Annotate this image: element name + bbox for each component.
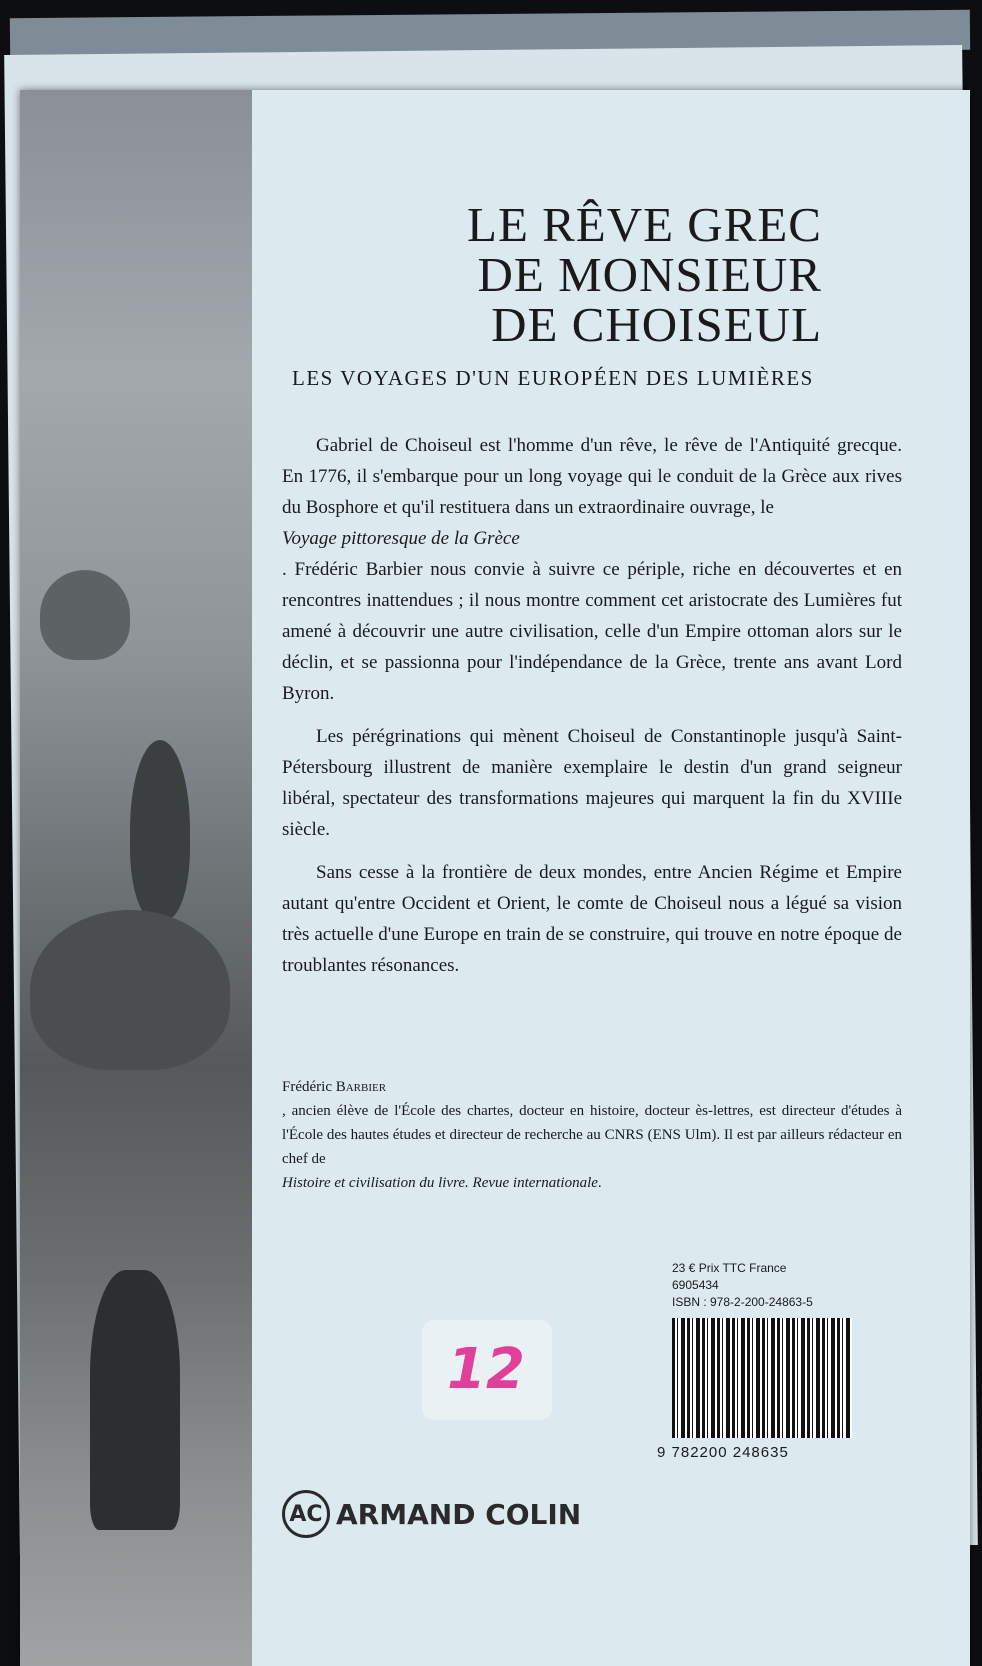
blurb-text: Gabriel de Choiseul est l'homme d'un rêve, le rêve de l'Antiquité grecque. En 1776, il s'embarque pour un long voyage qui le conduit de la Grèce aux rives du Bosphore et qu'il restituera dans un extraordinaire ouvrage, le bbox=[282, 435, 902, 518]
price-block bbox=[672, 1260, 813, 1311]
handwritten-sticker bbox=[422, 1320, 552, 1420]
traveler-figure bbox=[90, 1270, 180, 1530]
hillside bbox=[30, 910, 230, 1070]
book-title bbox=[362, 197, 822, 352]
bio-text-end: . bbox=[597, 1175, 602, 1191]
work-title: Voyage pittoresque de la Grèce bbox=[282, 528, 520, 549]
barcode bbox=[672, 1318, 852, 1438]
publisher-name: ARMAND COLIN bbox=[336, 1497, 582, 1531]
book-subtitle: LES VOYAGES D'UN EUROPÉEN DES LUMIÈRES bbox=[292, 366, 814, 390]
cover-illustration bbox=[20, 90, 252, 1666]
price: 23 € Prix TTC France bbox=[672, 1261, 787, 1275]
blurb-paragraph bbox=[282, 430, 902, 709]
author-first-name: Frédéric bbox=[282, 1079, 336, 1095]
tree-foliage bbox=[40, 570, 130, 660]
journal-title: Histoire et civilisation du livre. Revue internationale bbox=[282, 1175, 598, 1191]
blurb bbox=[282, 430, 902, 993]
bio-journal-line bbox=[282, 1171, 902, 1195]
title-line: DE CHOISEUL bbox=[491, 297, 822, 352]
author-bio bbox=[282, 1075, 902, 1195]
publisher-logo bbox=[282, 1490, 581, 1538]
author-surname: Barbier bbox=[335, 1079, 387, 1095]
title-line: LE RÊVE GREC bbox=[467, 197, 822, 252]
bio-text: , ancien élève de l'École des chartes, docteur en histoire, docteur ès-lettres, est directeur d'études à l'École des hautes études et directeur de recherche au CNRS (ENS Ulm). Il est par ailleurs rédacteur en chef de bbox=[282, 1103, 902, 1167]
barcode-number: 9 782200 248635 bbox=[657, 1444, 789, 1461]
book-back-cover bbox=[20, 90, 970, 1666]
blurb-text: . Frédéric Barbier nous convie à suivre ce périple, riche en découvertes et en rencontres inattendues ; il nous montre comment cet aristocrate des Lumières fut amené à découvrir une autre civilisation, celle d'un Empire ottoman alors sur le déclin, et se passionna pour l'indépendance de la Grèce, trente ans avant Lord Byron. bbox=[282, 559, 902, 704]
isbn: ISBN : 978-2-200-24863-5 bbox=[672, 1295, 813, 1309]
blurb-paragraph: Les pérégrinations qui mènent Choiseul de Constantinople jusqu'à Saint-Pétersbourg illustrent de manière exemplaire le destin d'un grand seigneur libéral, spectateur des transformations majeures qui marquent la fin du XVIIIe siècle. bbox=[282, 726, 902, 840]
blurb-paragraph: Sans cesse à la frontière de deux mondes, entre Ancien Régime et Empire autant qu'entre Occident et Orient, le comte de Choiseul nous a légué sa vision très actuelle d'une Europe en train de se construire, qui trouve en notre époque de troublantes résonances. bbox=[282, 862, 902, 976]
author-name bbox=[282, 1075, 902, 1099]
title-line: DE MONSIEUR bbox=[477, 247, 822, 302]
sticker-number: 12 bbox=[447, 1337, 525, 1402]
publisher-mark-icon: AC bbox=[282, 1490, 330, 1538]
product-code: 6905434 bbox=[672, 1278, 719, 1292]
cypress-tree bbox=[130, 740, 190, 920]
